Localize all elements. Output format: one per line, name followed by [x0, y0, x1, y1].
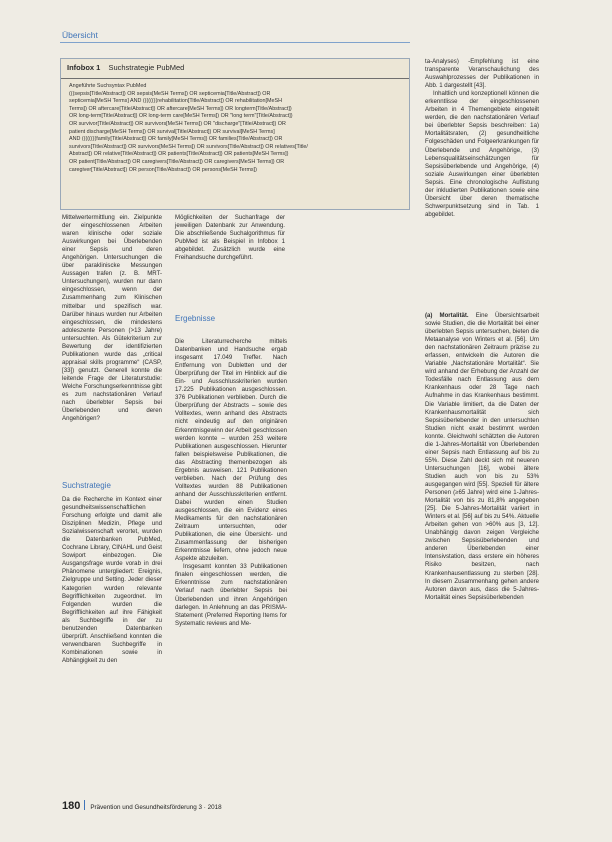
infobox-line: Abstract]) OR relative[Title/Abstract]) OR patients[Title/Abstract]) OR patients[MeSH Terms]) [69, 151, 289, 158]
column-1b-text [62, 496, 162, 665]
heading-ergebnisse: Ergebnisse [175, 314, 216, 323]
section-label: Übersicht [62, 30, 98, 40]
subheading-mortalitaet: (a) Mortalität. [425, 312, 469, 319]
paragraph: Möglichkeiten der Suchanfrage der jeweiligen Datenbank zur Anwendung. Die abschließende Suchalgorithmus für PubMed ist als Beispiel in Infobox 1 abgebildet. Zusätzlich wurde eine Freihandsuche durchgeführt. [175, 214, 285, 262]
infobox-line: OR long-term[Title/Abstract]) OR long-term care[MeSH Terms]) OR "long term"[Title/Abstract]) [69, 113, 293, 120]
paragraph: Da die Recherche im Kontext einer gesundheitswissenschaftlichen Forschung erfolgte und damit alle Disziplinen Medizin, Pflege und Sozialwissenschaft verortet, wurden die Datenbanken PubMed, Cochrane Library, CINAHL und Geist Sowiport einbezogen. Die Ausgangsfrage wurde vorab in drei Phänomene untergliedert: Ereignis, Zielgruppe und Setting. Jeder dieser Kategorien wurden relevante Begrifflichkeiten zugeordnet. Im Folgenden wurden die Begrifflichkeiten auf ihre Fähigkeit als Suchbegriffe in der zu benutzenden Datenbanken überprüft. Anschließend konnten die verwendbaren Suchbegriffe in Kombinationen sowie in Abhängigkeit zu den [62, 496, 162, 664]
infobox-line: septicemia[MeSH Terms] AND ((((((((rehabilitation[Title/Abstract]) OR rehabilitation[MeSH [69, 98, 282, 105]
journal-title: Prävention und Gesundheitsförderung 3 · 2018 [90, 804, 222, 811]
infobox-header [61, 59, 409, 79]
footer [62, 800, 222, 812]
paragraph [425, 312, 539, 602]
column-3-text [425, 58, 539, 219]
infobox-label: Infobox 1 [67, 63, 101, 72]
heading-suchstrategie: Suchstrategie [62, 481, 111, 490]
infobox-line: (((sepsis[Title/Abstract]) OR sepsis[MeSH Terms]) OR septicemia[Title/Abstract]) OR [69, 90, 271, 97]
column-2-text [175, 214, 285, 262]
paragraph: ta-Analyses) -Empfehlung ist eine transparente Veranschaulichung des Auswahlprozesses der Publikationen in Abb. 1 dargestellt [43]. [425, 58, 539, 90]
infobox-line: patient discharge[MeSH Terms]) OR survival[Title/Abstract]) OR survival[MeSH Terms] [69, 128, 275, 135]
infobox-line: Terms]) OR aftercare[Title/Abstract]) OR aftercare[MeSH Terms]) OR longterm[Title/Abstract]) [69, 105, 292, 112]
infobox-body [61, 79, 409, 174]
paragraph: Mittelwertermittlung ein. Zielpunkte der eingeschlossenen Arbeiten waren klinische oder soziale Auswirkungen bei Überlebenden einer Sepsis und deren Angehörigen. Untersuchungen die über parakliniscke Messungen Aussagen trafen (z. B. MRT-Untersuchungen), wurden nur dann eingeschlossen, wenn der Zusammenhang zum Klinischen mittelbar und spezifisch war. Darüber hinaus wurden nur Arbeiten eingeschlossen, die mindestens adoleszente Personen (>13 Jahre) untersuchten. Als Gütekriterium zur Bewertung der identifizierten Publikationen wurde das „critical appraisal skills programme“ (CASP, [33]) genutzt. Generell konnte die leitende Frage der Literaturstudie: Welche Forschungserkenntnisse gibt es zum nachstationären Verlauf nach überlebter Sepsis bei Überlebenden und deren Angehörigen? [62, 214, 162, 423]
infobox-line: survivors[Title/Abstract]) OR survivors[MeSH Terms]) OR survivors[Title/Abstract]) OR relatives[Title/ [69, 143, 308, 150]
column-2b-text [175, 338, 287, 628]
paragraph: Insgesamt konnten 33 Publikationen finalen eingeschlossen werden, die Erkenntnisse zum nachstationären Verlauf nach überlebter Sepsis bei Überlebenden und ihren Angehörigen darlegen. In Anlehnung an das PRISMA-Statement (Preferred Reporting Items for Systematic reviews and Me- [175, 563, 287, 627]
paragraph: Inhaltlich und konzeptionell können die erkenntlisse der eingeschlossenen Arbeiten in 4 Themengebiete eingeteilt werden, die den nachstationären Verlauf bei überlebter Sepsis beschreiben: 1a) Mortalitätsraten, (2) gesundheitliche Folgeschäden und Folgeerkrankungen für Überlebende und Angehörige, (3) Lebensqualitätseinschätzungen für Sepsisüberlebende und Angehörige, (4) soziale Auswirkungen einer überlebten Sepsis. Eine chronologische Auflistung der inkludierten Publikationen sowie eine Übersicht über deren thematische Schwerpunktsetzung sind in Tab. 1 abgebildet. [425, 90, 539, 218]
paragraph-text: Eine Übersichtsarbeit sowie Studien, die die Mortalität bei einer überlebten Sepsis untersuchen, bieten die Metaanalyse von Winters et al. [56]. Um den nachstationären Zeitraum präzise zu erfassen, entwickeln die Autoren die Variable „Nachstationäre Mortalität“. Sie wird anhand der Erhebung der Anzahl der Todesfälle nach Entlassung aus dem Krankenhaus oder 28 Tage nach Aufnahme in das Krankenhaus bestimmt. Die Variable limitiert, da die Daten der Krankenhausmortalität sich Sepsisüberlebender in den untersuchten Studien nicht exakt bestimmt werden konnte. Gleichwohl schätzten die Autoren die 1-Jahres-Mortalität von Überlebenden einer Sepsis nach Entlassung auf bis zu 55%. Diese Zahl deckt sich mit neueren Untersuchungen [16], wobei ältere Studien auch von bis zu 53% ausgegangen wird [55]. Speziell für ältere Personen (≥65 Jahre) wird eine 1-Jahres-Mortalität von bis zu 81,8% angegeben [25]. Die 5-Jahres-Mortalität variiert in Winters et al. [56] auf bis zu 54%. Aktuelle Arbeiten gehen von >60% aus [3, 12]. Unabhängig davon zeigen Vergleiche zwischen Sepsisüberlebenden und anderen Überlebenden einer Intensivstation, dass erstere ein höheres Risiko besitzen, nach Krankenhausentlassung zu sterben [28]. In diesem Zusammenhang gehen andere Autoren davon aus, dass die 5-Jahres-Mortalität eines Sepsisüberlebenden [425, 312, 540, 601]
column-1-text [62, 214, 162, 423]
infobox-line: Angeführte Suchsyntax PubMed [69, 83, 147, 89]
column-3b-text [425, 312, 539, 602]
paragraph: Die Literaturrecherche mittels Datenbanken und Handsuche ergab insgesamt 17.049 Treffer. Nach Entfernung von Dubletten und der Überprüfung der Titel im Hinblick auf die Ein- und Ausschlusskriterien wurden 17.225 Publikationen ausgeschlossen. 376 Publikationen verblieben. Durch die Überprüfung der Abstracts – sowie des Volltextes, wenn anhand des Abstracts nicht eindeutig auf den originären Erkenntnisgewinn der Arbeit geschlossen werden konnte – wurden 253 weitere Publikationen ausgeschlossen. Hierunter fallen beispielsweise Publikationen, die das Abstracting themenbezogen als Ergebnis ausweisen. 121 Publikationen verblieben. Nach der Prüfung des Volltextes wurden 88 Publikationen anhand der Ausschlusskriterien entfernt. Dabei wurden einen Studien ausgeschlossen, die ein Evidenz eines Medikaments für den nachstationären Zeitraum untersuchten, oder Publikationen, die eine Übersicht- und Zusammenfassung der bisherigen Erkenntnisse liefern, ohne jedoch neue Aspekte abzuleiten. [175, 338, 287, 563]
top-rule [60, 42, 410, 43]
footer-divider [84, 800, 85, 810]
page-number: 180 [62, 800, 81, 812]
infobox-line: OR survivor[Title/Abstract]) OR survivors[MeSH Terms]) OR "discharge"[Title/Abstract]) OR [69, 120, 286, 127]
infobox [60, 58, 410, 210]
infobox-title: Suchstrategie PubMed [108, 63, 185, 72]
infobox-line: AND ((((((((family[Title/Abstract]) OR family[MeSH Terms]) OR families[Title/Abstract]) OR [69, 136, 283, 143]
infobox-line: caregiver[Title/Abstract]) OR person[Title/Abstract]) OR persons[MeSH Terms]) [69, 166, 257, 173]
infobox-line: OR patient[Title/Abstract]) OR caregivers[Title/Abstract]) OR caregivers[MeSH Terms]) OR [69, 158, 285, 165]
